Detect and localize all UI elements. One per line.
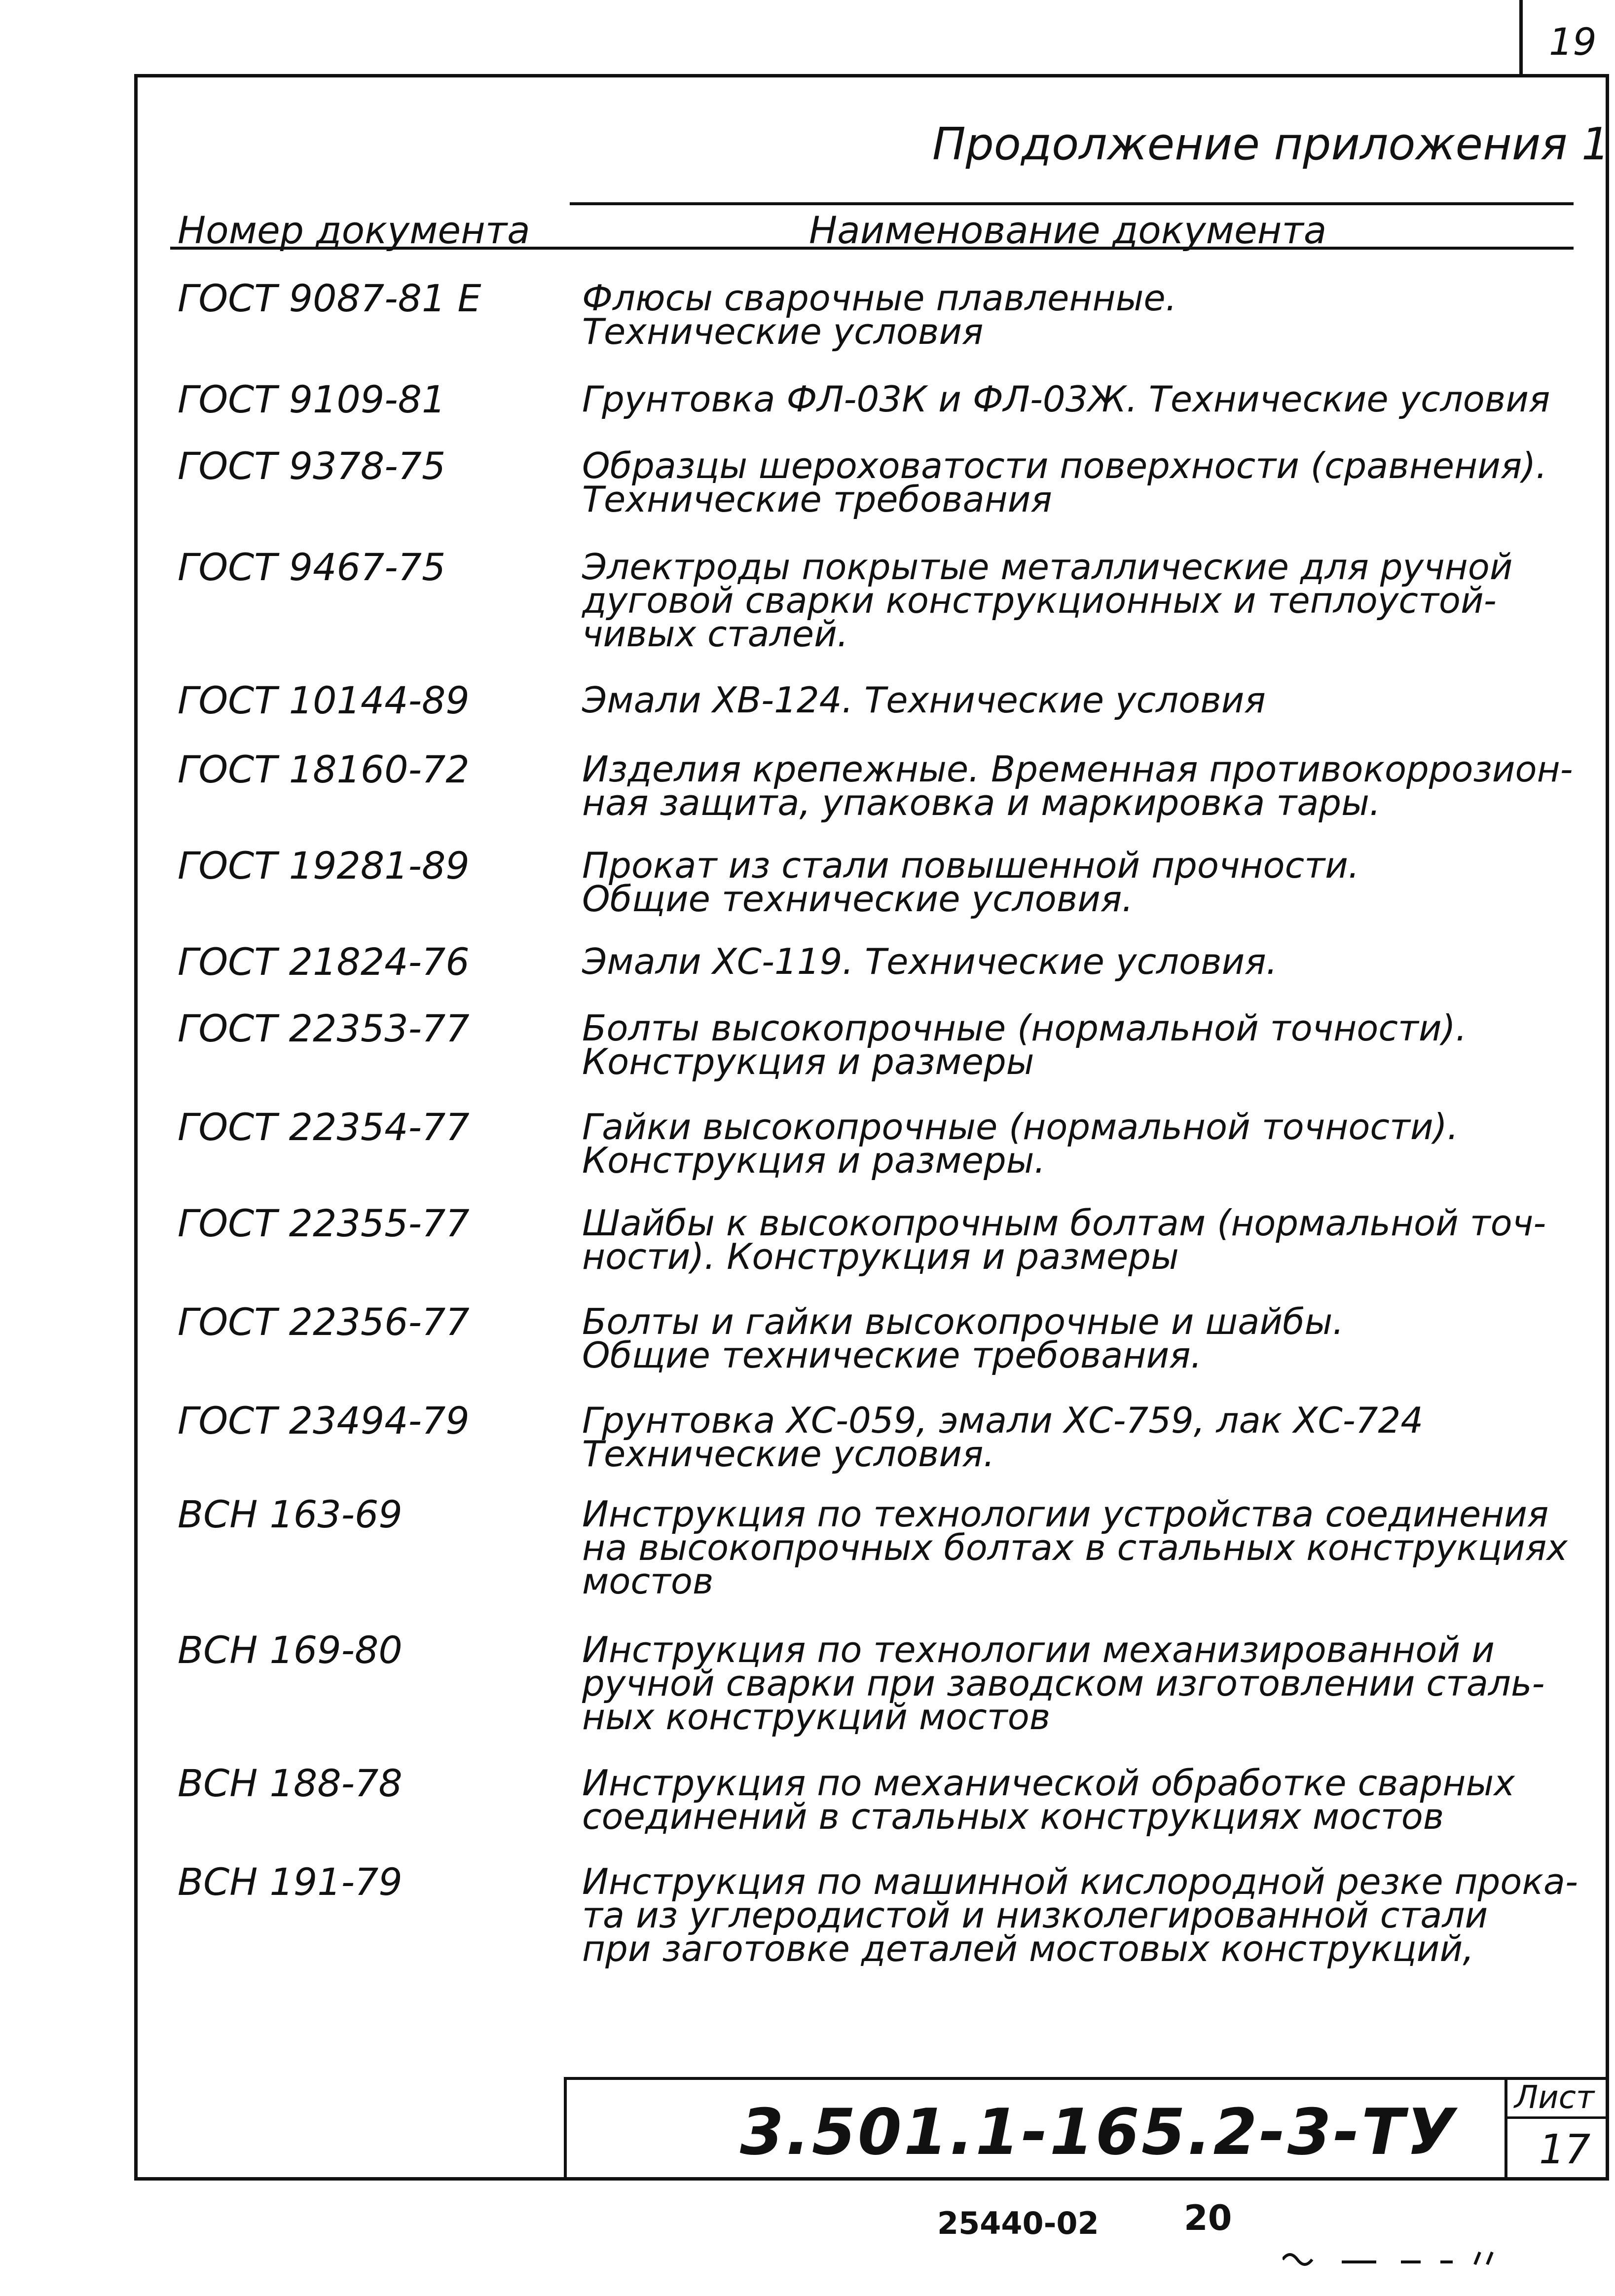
doc-title-line: Образцы шероховатости поверхности (сравнения). [582,445,1547,486]
doc-title [582,1301,1549,1376]
doc-title [582,277,1549,352]
doc-title [582,679,1549,721]
doc-title-line: Грунтовка ФЛ-03К и ФЛ-03Ж. Технические условия [582,378,1550,420]
doc-title [582,941,1549,982]
doc-number: ГОСТ 22355-77 [178,1201,470,1245]
doc-title-line: при заготовке деталей мостовых конструкций, [582,1928,1474,1969]
inventory-number: 25440-02 [937,2205,1099,2241]
doc-title [582,378,1550,420]
doc-title-line: та из углеродистой и низколегированной стали [582,1894,1488,1936]
doc-title-line: Гайки высокопрочные (нормальной точности). [582,1106,1459,1148]
doc-title-line: Эмали ХС-119. Технические условия. [582,941,1278,982]
column-header-title: Наименование документа [809,208,1327,252]
doc-title-line: Болты высокопрочные (нормальной точности). [582,1007,1467,1049]
doc-number: ГОСТ 9378-75 [178,444,446,488]
doc-number: ГОСТ 9467-75 [178,545,446,589]
doc-title [582,1007,1549,1082]
doc-title [582,748,1573,823]
doc-title [582,546,1549,655]
doc-number: ГОСТ 22354-77 [178,1105,470,1149]
doc-title-line: Флюсы сварочные плавленные. [582,277,1177,319]
doc-title-line: Конструкция и размеры [582,1041,1034,1082]
doc-number: ГОСТ 22356-77 [178,1300,470,1344]
doc-title [582,1762,1549,1837]
doc-title-line: Технические условия [582,311,984,352]
doc-title-line: Общие технические требования. [582,1334,1202,1376]
doc-title-line: Изделия крепежные. Временная противокоррозион- [582,748,1573,790]
doc-title [582,1493,1568,1602]
doc-title [582,445,1549,520]
sheet-box-divider [1505,2116,1609,2119]
doc-number: ГОСТ 21824-76 [178,940,470,984]
doc-title-line: Технические требования [582,479,1052,520]
doc-title-line: Конструкция и размеры. [582,1140,1046,1181]
header-rule-top [570,202,1574,205]
doc-number: ВСН 188-78 [178,1761,403,1805]
doc-number: ГОСТ 9109-81 [178,377,446,421]
sheet-label: Лист [1514,2079,1595,2116]
doc-title-line: Инструкция по технологии устройства соединения [582,1493,1549,1535]
doc-number: ГОСТ 22353-77 [178,1006,470,1050]
column-header-number: Номер документа [178,208,530,252]
handwritten-mark [1283,2240,1519,2269]
doc-title-line: ных конструкций мостов [582,1696,1051,1738]
doc-title [582,1202,1549,1277]
doc-title-line: чивых сталей. [582,613,848,655]
doc-title-line: Технические условия. [582,1433,995,1475]
doc-number: ГОСТ 18160-72 [178,747,470,791]
doc-title-line: Прокат из стали повышенной прочности. [582,845,1359,886]
doc-title-line: Общие технические условия. [582,878,1134,920]
doc-title [582,1629,1549,1738]
doc-title-line: соединений в стальных конструкциях мостов [582,1796,1444,1837]
doc-title-line: Шайбы к высокопрочным болтам (нормальной точ- [582,1202,1546,1244]
doc-number: ВСН 169-80 [178,1628,403,1672]
doc-title-line: Грунтовка ХС-059, эмали ХС-759, лак ХС-724 [582,1400,1424,1441]
doc-title-line: Инструкция по технологии механизированной и [582,1629,1495,1670]
doc-title-line: ности). Конструкция и размеры [582,1236,1179,1277]
doc-title-line: Инструкция по машинной кислородной резке прока- [582,1861,1578,1902]
doc-number: ВСН 191-79 [178,1860,403,1904]
doc-title [582,1861,1578,1969]
doc-number: ГОСТ 19281-89 [178,844,470,888]
doc-number: ВСН 163-69 [178,1492,403,1536]
doc-title-line: на высокопрочных болтах в стальных конструкциях [582,1527,1568,1568]
doc-title-line: ручной сварки при заводском изготовлении сталь- [582,1663,1545,1704]
doc-number: ГОСТ 10144-89 [178,678,470,722]
doc-title [582,1400,1549,1475]
doc-title-line: Эмали ХВ-124. Технические условия [582,679,1266,721]
document-designation: 3.501.1-165.2-3-ТУ [740,2096,1457,2169]
doc-title-line: ная защита, упаковка и маркировка тары. [582,782,1381,823]
doc-title [582,1106,1549,1181]
doc-title [582,845,1549,920]
doc-number: ГОСТ 9087-81 Е [178,276,481,320]
top-page-number: 19 [1549,20,1597,64]
sheet-number: 17 [1539,2126,1591,2173]
doc-title-line: Болты и гайки высокопрочные и шайбы. [582,1301,1344,1342]
page-number-footer: 20 [1184,2198,1232,2238]
doc-title-line: дуговой сварки конструкционных и теплоустой- [582,580,1497,621]
doc-title-line: Электроды покрытые металлические для ручной [582,546,1513,588]
doc-number: ГОСТ 23494-79 [178,1399,470,1443]
doc-title-line: Инструкция по механической обработке сварных [582,1762,1515,1804]
doc-title-line: мостов [582,1560,714,1602]
continuation-label: Продолжение приложения 1 [932,118,1610,170]
